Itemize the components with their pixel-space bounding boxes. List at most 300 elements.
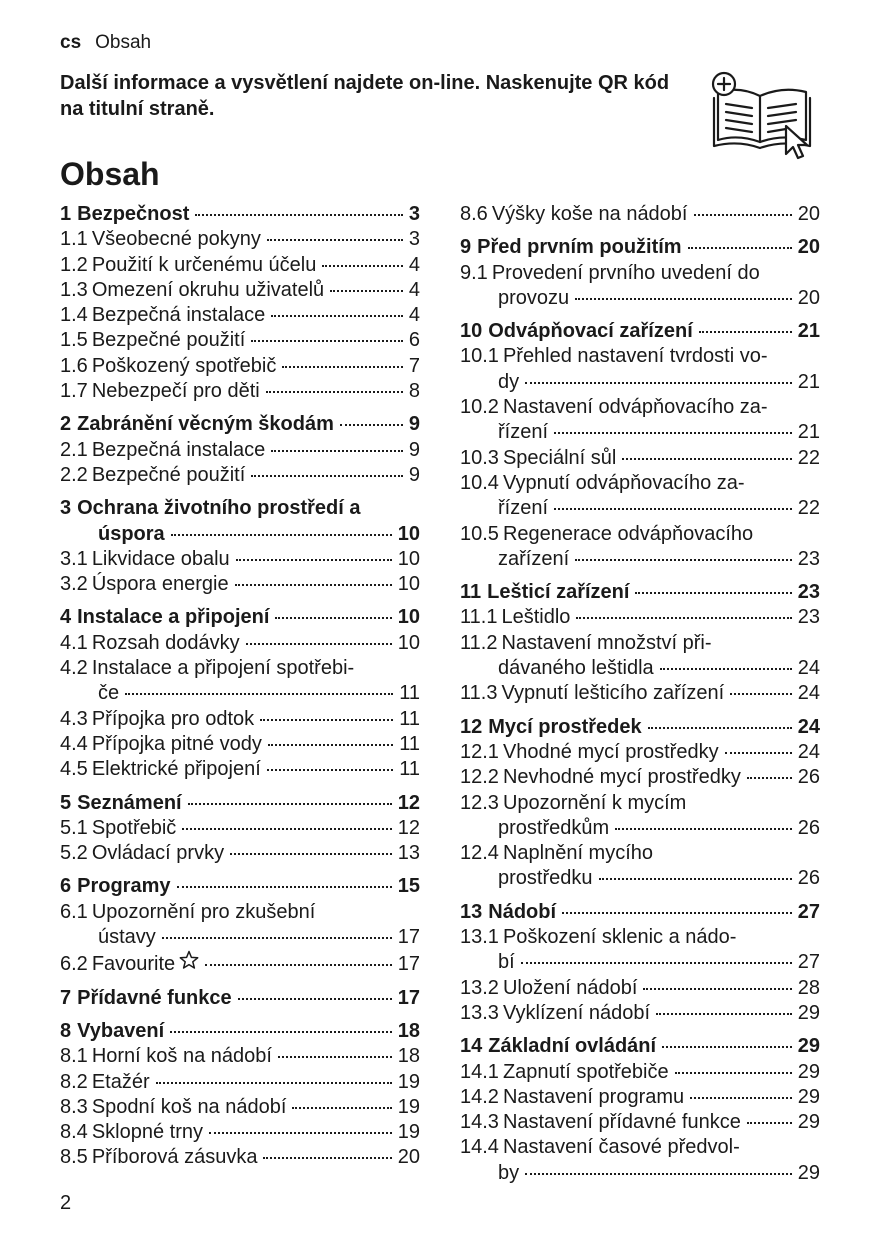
toc-entry [460, 976, 820, 1001]
toc-entry-page: 28 [797, 976, 820, 999]
toc-entry-title: Ochrana životního prostředí a [77, 497, 361, 520]
toc-entry-page: 3 [408, 228, 420, 251]
toc-entry-title: Leštidlo [501, 606, 571, 629]
dot-leader [236, 559, 392, 561]
toc-entry [460, 1001, 820, 1026]
toc-entry [60, 791, 420, 816]
dot-leader [251, 340, 403, 342]
toc-entry [460, 925, 820, 950]
toc-entry-page: 11 [399, 758, 420, 781]
toc-entry-number: 14.2 [460, 1085, 499, 1108]
toc-entry-title: Zapnutí spotřebiče [502, 1060, 669, 1083]
dot-leader [322, 265, 403, 267]
toc-entry-title: Upozornění k mycím [502, 791, 687, 814]
dot-leader [170, 1031, 392, 1033]
toc-entry [60, 707, 420, 732]
toc-entry-page: 7 [408, 354, 420, 377]
toc-entry-title: Poškozený spotřebič [91, 354, 277, 377]
dot-leader [635, 592, 791, 594]
dot-leader [675, 1072, 792, 1074]
toc-entry-number: 12 [460, 715, 483, 738]
star-icon [179, 950, 199, 970]
dot-leader [275, 617, 391, 619]
toc-entry [60, 253, 420, 278]
toc-entry-number: 13 [460, 900, 483, 923]
toc-entry-title: Základní ovládání [488, 1035, 657, 1058]
dot-leader [554, 508, 792, 510]
toc-entry-number: 1.6 [60, 354, 88, 377]
dot-leader [730, 693, 792, 695]
dot-leader [562, 912, 792, 914]
dot-leader [292, 1107, 391, 1109]
toc-entry-title: dy [498, 370, 520, 393]
toc-entry [60, 379, 420, 404]
toc-entry-page: 17 [397, 926, 420, 949]
toc-entry [460, 791, 820, 816]
toc-entry-title: Nastavení odvápňovacího za- [502, 396, 768, 419]
toc-entry-number: 1.7 [60, 380, 88, 403]
toc-entry [60, 986, 420, 1011]
dot-leader [725, 752, 792, 754]
toc-entry-title: Přídavné funkce [77, 986, 232, 1009]
toc-entry-number: 2.1 [60, 438, 88, 461]
toc-entry-page: 3 [408, 203, 420, 225]
toc-entry-page: 4 [408, 253, 420, 276]
dot-leader [268, 744, 393, 746]
dot-leader [699, 331, 792, 333]
toc-entry [60, 1019, 420, 1044]
toc-entry-page: 17 [397, 953, 420, 976]
toc-entry-page: 24 [797, 682, 820, 705]
dot-leader [267, 769, 393, 771]
toc-entry [460, 370, 820, 395]
toc-entry-number: 8.2 [60, 1070, 88, 1093]
dot-leader [177, 886, 392, 888]
toc-entry-title: Omezení okruhu uživatelů [91, 278, 325, 301]
toc-entry-title: Nastavení přídavné funkce [502, 1111, 741, 1134]
toc-entry-title: Etažér [91, 1070, 150, 1093]
toc-entry-title: Bezpečné použití [91, 329, 246, 352]
dot-leader [263, 1157, 391, 1159]
toc-entry [460, 1135, 820, 1160]
toc-entry-title: Výšky koše na nádobí [491, 203, 688, 225]
toc-entry-title: Rozsah dodávky [91, 631, 240, 654]
toc-entry-page: 27 [797, 900, 820, 923]
dot-leader [615, 828, 792, 830]
toc-entry-page: 29 [797, 1161, 820, 1184]
toc-entry-title: Přípojka pro odtok [91, 707, 255, 730]
toc-entry-page: 13 [397, 842, 420, 865]
toc-entry-page: 21 [797, 370, 820, 393]
toc-entry [460, 605, 820, 630]
toc-entry-title: Přehled nastavení tvrdosti vo- [502, 345, 768, 368]
toc-entry [60, 1120, 420, 1145]
dot-leader [282, 366, 403, 368]
toc-entry-title: Vybavení [77, 1019, 165, 1042]
toc-entry-number: 3 [60, 497, 72, 520]
toc-entry-title: Speciální sůl [502, 446, 617, 469]
toc-entry [60, 900, 420, 925]
toc-entry-title: Vypnutí lešticího zařízení [501, 682, 725, 705]
toc-entry-title: Nádobí [488, 900, 557, 923]
dot-leader [747, 777, 792, 779]
dot-leader [656, 1013, 792, 1015]
toc-entry-page: 18 [397, 1019, 420, 1042]
toc-entry-page: 12 [397, 791, 420, 814]
dot-leader [575, 298, 792, 300]
toc-entry-page: 23 [797, 606, 820, 629]
dot-leader [266, 391, 403, 393]
toc-entry [60, 463, 420, 488]
toc-entry-number: 8.5 [60, 1146, 88, 1169]
toc-entry-number: 5 [60, 791, 72, 814]
toc-entry-page: 29 [797, 1085, 820, 1108]
toc-entry-title: provozu [498, 286, 570, 309]
toc-entry-title: Upozornění pro zkušební [91, 900, 316, 923]
toc-entry-number: 13.1 [460, 926, 499, 949]
toc-entry [460, 580, 820, 605]
toc-entry-title: če [98, 682, 120, 705]
toc-entry-number: 3.1 [60, 547, 88, 570]
toc-entry-number: 3.2 [60, 573, 88, 596]
toc-entry [460, 395, 820, 420]
toc-entry-number: 9.1 [460, 261, 488, 284]
toc-entry-number: 2 [60, 413, 72, 436]
dot-leader [195, 214, 403, 216]
toc-entry-page: 9 [408, 413, 420, 436]
dot-leader [271, 450, 403, 452]
toc-entry [60, 874, 420, 899]
toc-entry-page: 10 [397, 547, 420, 570]
toc-entry [460, 344, 820, 369]
dot-leader [662, 1046, 792, 1048]
dot-leader [599, 878, 792, 880]
toc-entry [60, 202, 420, 227]
toc-entry-number: 9 [460, 236, 472, 259]
toc-entry [60, 227, 420, 252]
toc-entry [60, 732, 420, 757]
toc-entry-page: 19 [397, 1095, 420, 1118]
toc-entry [60, 631, 420, 656]
book-info-icon [710, 70, 816, 160]
dot-leader [125, 693, 393, 695]
toc-entry-page: 20 [397, 1146, 420, 1169]
toc-entry-title: Uložení nádobí [502, 976, 638, 999]
toc-entry-title: Elektrické připojení [91, 758, 261, 781]
toc-entry-page: 20 [797, 286, 820, 309]
toc-entry [460, 740, 820, 765]
toc-entry-number: 4.3 [60, 707, 88, 730]
toc-entry-number: 11.3 [460, 682, 498, 705]
toc-entry-page: 24 [797, 657, 820, 680]
toc-entry-page: 6 [408, 329, 420, 352]
dot-leader [182, 828, 391, 830]
toc-entry-page: 10 [397, 522, 420, 545]
toc-entry-page: 24 [797, 740, 820, 763]
toc-entry-title: Bezpečná instalace [91, 438, 266, 461]
toc-entry [60, 605, 420, 630]
toc-entry [60, 1044, 420, 1069]
toc-entry-page: 15 [397, 875, 420, 898]
toc-entry [60, 328, 420, 353]
dot-leader [162, 937, 392, 939]
dot-leader [690, 1097, 792, 1099]
toc-entry-title: Lešticí zařízení [487, 581, 630, 604]
toc-entry-title: Před prvním použitím [477, 236, 682, 259]
toc-entry-page: 26 [797, 766, 820, 789]
toc-entry [60, 656, 420, 681]
toc-entry-page: 26 [797, 867, 820, 890]
toc-entry-number: 4.4 [60, 732, 88, 755]
dot-leader [694, 214, 792, 216]
toc-entry-title: Úspora energie [91, 573, 229, 596]
toc-entry [60, 681, 420, 706]
dot-leader [643, 988, 791, 990]
toc-entry [460, 1110, 820, 1135]
toc-entry-title: Provedení prvního uvedení do [491, 261, 760, 284]
toc-entry-title: Programy [77, 875, 171, 898]
dot-leader [260, 719, 393, 721]
toc-entry-title: Vypnutí odvápňovacího za- [502, 471, 745, 494]
toc-entry [460, 950, 820, 975]
toc-entry-page: 19 [397, 1070, 420, 1093]
dot-leader [521, 962, 792, 964]
toc-entry-number: 2.2 [60, 463, 88, 486]
toc-entry-title: Nastavení časové předvol- [502, 1136, 740, 1159]
toc-entry-page: 22 [797, 497, 820, 520]
toc-entry [60, 1145, 420, 1170]
toc-entry-page: 10 [397, 573, 420, 596]
toc-entry-number: 5.1 [60, 816, 88, 839]
toc-entry [60, 841, 420, 866]
toc-entry [60, 1095, 420, 1120]
page-number: 2 [60, 1192, 72, 1214]
toc-entry [460, 841, 820, 866]
toc-entry [460, 765, 820, 790]
toc-entry-number: 1.5 [60, 329, 88, 352]
toc-entry [460, 522, 820, 547]
toc-entry-page: 12 [397, 816, 420, 839]
dot-leader [271, 315, 403, 317]
toc-entry-page: 29 [797, 1035, 820, 1058]
toc-entry [460, 631, 820, 656]
toc-entry [460, 286, 820, 311]
toc-entry-title: Bezpečnost [77, 203, 190, 225]
toc-entry-title: Nastavení programu [502, 1085, 685, 1108]
toc-entry-page: 27 [797, 951, 820, 974]
toc-entry-title: řízení [498, 421, 549, 444]
toc-left-column [60, 202, 420, 1171]
toc-entry-number: 12.3 [460, 791, 499, 814]
toc-entry-title: Instalace a připojení [77, 606, 270, 629]
toc-entry-title: Zabránění věcným škodám [77, 413, 334, 436]
toc-entry-number: 10.1 [460, 345, 499, 368]
toc-entry-number: 6.2 [60, 953, 88, 976]
toc-entry-number: 10.4 [460, 471, 499, 494]
intro-text: Další informace a vysvětlení najdete on-line. Naskenujte QR kód na titulní straně. [60, 72, 670, 120]
toc-entry-number: 10.5 [460, 522, 499, 545]
toc-entry-page: 29 [797, 1001, 820, 1024]
toc-entry [460, 420, 820, 445]
toc-entry [60, 438, 420, 463]
toc-entry-page: 10 [397, 606, 420, 629]
toc-entry-page: 4 [408, 278, 420, 301]
dot-leader [622, 458, 791, 460]
toc-entry [460, 235, 820, 260]
toc-entry [460, 866, 820, 891]
toc-entry-page: 11 [399, 732, 420, 755]
toc-entry [60, 547, 420, 572]
toc-entry-page: 22 [797, 446, 820, 469]
toc-entry [460, 1161, 820, 1186]
dot-leader [156, 1082, 392, 1084]
toc-entry-number: 14 [460, 1035, 483, 1058]
dot-leader [340, 424, 403, 426]
dot-leader [230, 853, 392, 855]
page-title: Obsah [60, 156, 160, 192]
toc-entry-page: 4 [408, 304, 420, 327]
toc-entry [460, 1034, 820, 1059]
toc-entry-number: 4 [60, 606, 72, 629]
toc-entry-title: Horní koš na nádobí [91, 1045, 272, 1068]
dot-leader [330, 290, 403, 292]
toc-entry-number: 14.3 [460, 1111, 499, 1134]
dot-leader [171, 534, 392, 536]
dot-leader [747, 1122, 792, 1124]
toc-entry-title: řízení [498, 497, 549, 520]
toc-entry-number: 4.2 [60, 657, 88, 680]
toc-entry [460, 446, 820, 471]
toc-entry-number: 14.4 [460, 1136, 499, 1159]
dot-leader [205, 964, 392, 966]
toc-entry-number: 14.1 [460, 1060, 499, 1083]
dot-leader [238, 998, 392, 1000]
dot-leader [209, 1132, 392, 1134]
toc-entry-number: 1.4 [60, 304, 88, 327]
toc-entry-number: 1.2 [60, 253, 88, 276]
toc-entry [460, 715, 820, 740]
toc-entry [60, 1070, 420, 1095]
dot-leader [188, 803, 392, 805]
toc-entry-title: Nastavení množství při- [501, 631, 712, 654]
toc-entry-number: 1 [60, 203, 72, 225]
toc-entry-title: Poškození sklenic a nádo- [502, 926, 737, 949]
toc-entry [60, 278, 420, 303]
toc-entry-title: Likvidace obalu [91, 547, 230, 570]
toc-entry-title: Bezpečné použití [91, 463, 246, 486]
toc-entry-number: 8 [60, 1019, 72, 1042]
toc-entry-title: prostředku [498, 867, 593, 890]
toc-entry-number: 10.3 [460, 446, 499, 469]
toc-entry-page: 20 [797, 203, 820, 225]
toc-entry-title: Favourite [91, 953, 176, 976]
toc-entry-title: Vhodné mycí prostředky [502, 740, 719, 763]
toc-entry-number: 4.1 [60, 631, 88, 654]
toc-entry-page: 17 [397, 986, 420, 1009]
toc-entry-page: 11 [399, 707, 420, 730]
dot-leader [575, 559, 792, 561]
toc-entry-page: 29 [797, 1111, 820, 1134]
toc-entry-number: 8.3 [60, 1095, 88, 1118]
toc-entry [60, 522, 420, 547]
toc-entry-title: Přípojka pitné vody [91, 732, 262, 755]
toc-entry-page: 19 [397, 1121, 420, 1144]
toc-entry-number: 11.2 [460, 631, 498, 654]
toc-entry [60, 925, 420, 950]
toc-entry [460, 496, 820, 521]
toc-entry-title: Spodní koš na nádobí [91, 1095, 287, 1118]
toc-entry-title: by [498, 1161, 520, 1184]
toc-entry-title: prostředkům [498, 816, 610, 839]
toc-entry-title: bí [498, 951, 515, 974]
toc-entry-page: 18 [397, 1045, 420, 1068]
toc-entry-number: 6 [60, 875, 72, 898]
toc-entry-number: 12.1 [460, 740, 499, 763]
toc-entry [460, 681, 820, 706]
toc-entry-page: 29 [797, 1060, 820, 1083]
toc-entry-number: 8.6 [460, 203, 488, 225]
toc-entry-title: Nevhodné mycí prostředky [502, 766, 741, 789]
toc-entry-number: 12.2 [460, 766, 499, 789]
toc-entry [460, 1085, 820, 1110]
dot-leader [251, 475, 403, 477]
toc-entry [460, 202, 820, 227]
toc-entry [60, 757, 420, 782]
toc-entry [460, 547, 820, 572]
page-header [60, 32, 151, 54]
toc-entry-page: 9 [408, 438, 420, 461]
toc-entry-number: 7 [60, 986, 72, 1009]
dot-leader [688, 247, 792, 249]
toc-entry [460, 1060, 820, 1085]
toc-entry-number: 8.4 [60, 1121, 88, 1144]
toc-entry [460, 471, 820, 496]
toc-right-column [460, 202, 820, 1186]
dot-leader [525, 1173, 792, 1175]
toc-entry-page: 9 [408, 463, 420, 486]
dot-leader [660, 668, 792, 670]
toc-entry [60, 816, 420, 841]
toc-entry [60, 354, 420, 379]
toc-entry-title: ústavy [98, 926, 156, 949]
toc-entry [60, 496, 420, 521]
toc-entry [460, 656, 820, 681]
toc-entry-title: dávaného leštidla [498, 657, 654, 680]
toc-entry-title: Seznámení [77, 791, 182, 814]
toc-entry-title: Naplnění mycího [502, 842, 654, 865]
dot-leader [576, 617, 791, 619]
toc-entry-number: 12.4 [460, 842, 499, 865]
toc-entry-title: Všeobecné pokyny [91, 228, 261, 251]
dot-leader [267, 239, 403, 241]
toc-entry-title: Sklopné trny [91, 1121, 203, 1144]
toc-entry-title: zařízení [498, 547, 570, 570]
toc-entry-number: 10.2 [460, 396, 499, 419]
toc-entry [60, 572, 420, 597]
dot-leader [246, 643, 392, 645]
toc-entry-page: 23 [797, 547, 820, 570]
toc-entry-number: 5.2 [60, 842, 88, 865]
dot-leader [648, 727, 792, 729]
toc-entry-number: 6.1 [60, 900, 88, 923]
toc-entry [60, 950, 420, 977]
toc-entry-title: Odvápňovací zařízení [488, 320, 693, 343]
toc-entry-number: 1.1 [60, 228, 88, 251]
toc-entry-page: 11 [399, 682, 420, 705]
toc-entry-number: 11 [460, 581, 482, 604]
language-code: cs [60, 32, 82, 53]
toc-entry-number: 1.3 [60, 278, 88, 301]
